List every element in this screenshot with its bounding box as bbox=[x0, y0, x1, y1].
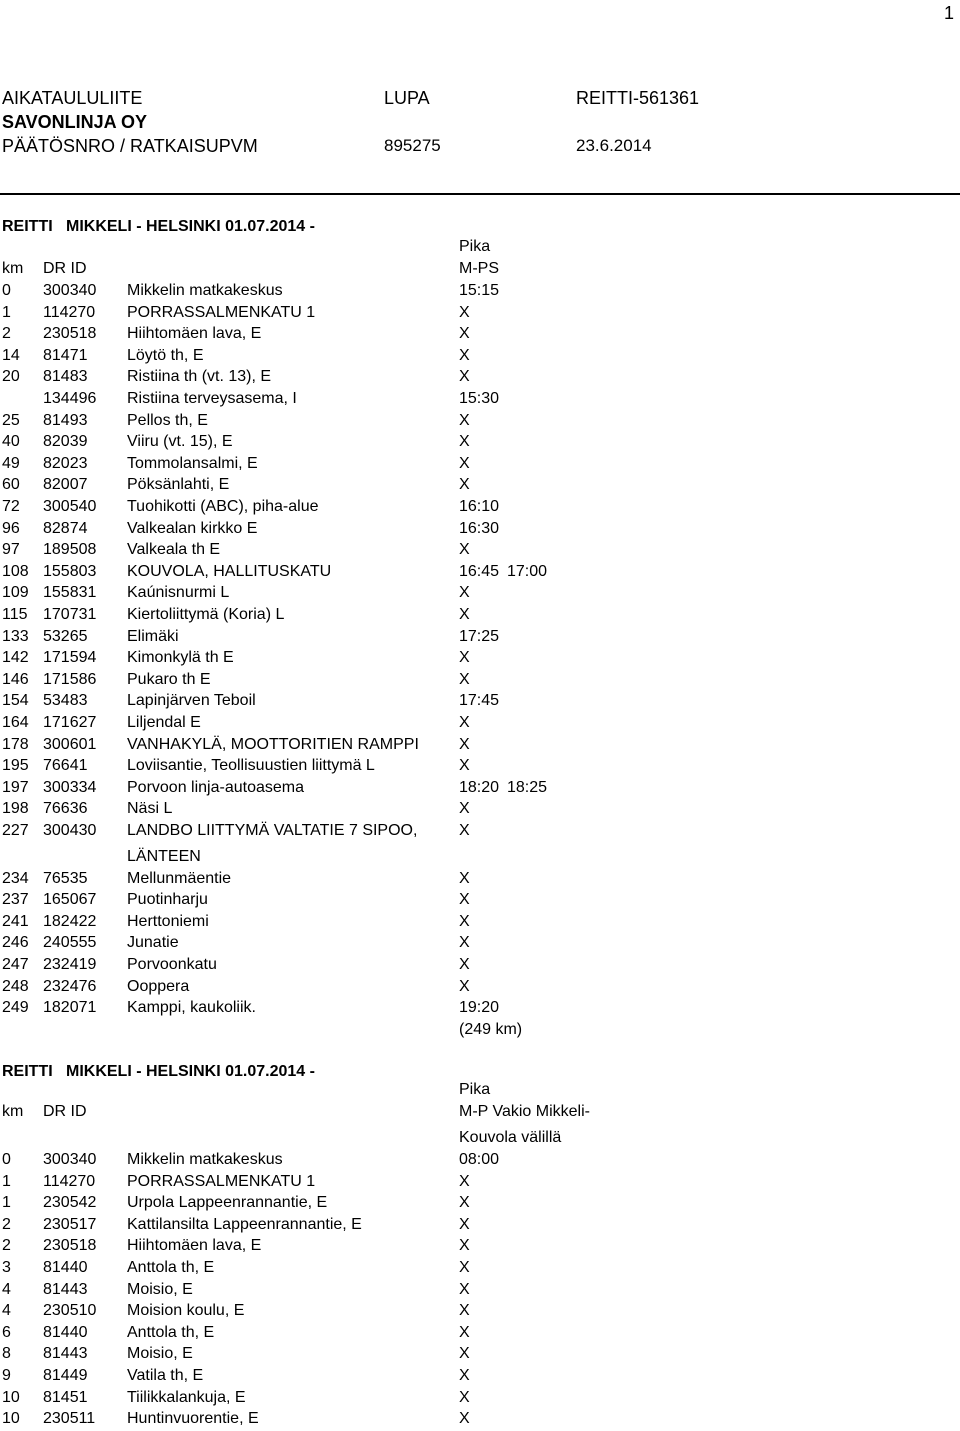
dr-id-cell: 53483 bbox=[43, 692, 88, 709]
timetable-row bbox=[0, 303, 960, 325]
km-cell: 96 bbox=[2, 520, 20, 537]
time-cell: 18:20 bbox=[459, 779, 500, 796]
time-cell: X bbox=[459, 347, 470, 364]
km-cell: 234 bbox=[2, 870, 29, 887]
time2-cell: 17:00 bbox=[507, 563, 548, 580]
timetable-row bbox=[0, 821, 960, 843]
time-cell: X bbox=[459, 325, 470, 342]
timetable-row bbox=[0, 670, 960, 692]
km-cell: 10 bbox=[2, 1389, 20, 1406]
decision-date: 23.6.2014 bbox=[576, 136, 652, 155]
stop-name-cell: LANDBO LIITTYMÄ VALTATIE 7 SIPOO, bbox=[127, 822, 418, 839]
timetable-row bbox=[0, 1366, 960, 1388]
stop-name-cell: PORRASSALMENKATU 1 bbox=[127, 304, 316, 321]
time-cell: X bbox=[459, 606, 470, 623]
stop-name-cell: PORRASSALMENKATU 1 bbox=[127, 1173, 316, 1190]
timetable-row bbox=[0, 713, 960, 735]
time-cell: 17:25 bbox=[459, 628, 500, 645]
time-cell: X bbox=[459, 1345, 470, 1362]
permit-label: LUPA bbox=[384, 88, 430, 108]
stop-name-cell: Lapinjärven Teboil bbox=[127, 692, 256, 709]
timetable-row bbox=[0, 998, 960, 1020]
dr-id-cell: 82874 bbox=[43, 520, 88, 537]
dr-id-cell: 155803 bbox=[43, 563, 97, 580]
timetable-row bbox=[0, 627, 960, 649]
stop-name-cell: Hiihtomäen lava, E bbox=[127, 1237, 262, 1254]
km-cell: 146 bbox=[2, 671, 29, 688]
timetable-row bbox=[0, 324, 960, 346]
km-cell: 227 bbox=[2, 822, 29, 839]
column-type-line2: M-P Vakio Mikkeli- bbox=[459, 1103, 590, 1120]
dr-id-cell: 189508 bbox=[43, 541, 97, 558]
timetable-row bbox=[0, 540, 960, 562]
stop-name-cell: Liljendal E bbox=[127, 714, 201, 731]
stop-name-cell: Kaúnisnurmi L bbox=[127, 584, 230, 601]
stop-name-cell: VANHAKYLÄ, MOOTTORITIEN RAMPPI bbox=[127, 736, 419, 753]
km-cell: 1 bbox=[2, 304, 11, 321]
stop-name-cell: Pellos th, E bbox=[127, 412, 208, 429]
stop-name-cell: Tommolansalmi, E bbox=[127, 455, 258, 472]
timetable-row bbox=[0, 1193, 960, 1215]
column-type-line3: Kouvola välillä bbox=[459, 1129, 562, 1146]
stop-name-cell: Ooppera bbox=[127, 978, 190, 995]
stop-name-cell: Kiertoliittymä (Koria) L bbox=[127, 606, 285, 623]
time-cell: X bbox=[459, 934, 470, 951]
km-cell: 249 bbox=[2, 999, 29, 1016]
time-cell: 17:45 bbox=[459, 692, 500, 709]
timetable-row bbox=[0, 1236, 960, 1258]
dr-id-cell: 134496 bbox=[43, 390, 97, 407]
time-cell: X bbox=[459, 671, 470, 688]
km-cell: 109 bbox=[2, 584, 29, 601]
km-cell: 247 bbox=[2, 956, 29, 973]
timetable-row bbox=[0, 1409, 960, 1431]
time-cell: X bbox=[459, 714, 470, 731]
stop-name-cell: Viiru (vt. 15), E bbox=[127, 433, 233, 450]
stop-name-cell: Anttola th, E bbox=[127, 1324, 215, 1341]
dr-id-cell: 230542 bbox=[43, 1194, 97, 1211]
column-dr-id: DR ID bbox=[43, 1103, 87, 1120]
dr-id-cell: 155831 bbox=[43, 584, 97, 601]
stop-name-cell: Valkealan kirkko E bbox=[127, 520, 258, 537]
timetable-row bbox=[0, 799, 960, 821]
stop-name-cell: KOUVOLA, HALLITUSKATU bbox=[127, 563, 332, 580]
stop-name-cell: Pukaro th E bbox=[127, 671, 211, 688]
timetable-row bbox=[0, 1150, 960, 1172]
dr-id-cell: 76641 bbox=[43, 757, 88, 774]
dr-id-cell: 81471 bbox=[43, 347, 88, 364]
dr-id-cell: 230517 bbox=[43, 1216, 97, 1233]
km-cell: 2 bbox=[2, 1237, 11, 1254]
stop-name-cell: Moisio, E bbox=[127, 1281, 193, 1298]
stop-name-cell: Löytö th, E bbox=[127, 347, 204, 364]
km-cell: 3 bbox=[2, 1259, 11, 1276]
dr-id-cell: 182071 bbox=[43, 999, 97, 1016]
time-cell: 16:45 bbox=[459, 563, 500, 580]
timetable-row bbox=[0, 1280, 960, 1302]
stop-name-cell: Moision koulu, E bbox=[127, 1302, 245, 1319]
timetable-row bbox=[0, 977, 960, 999]
time-cell: X bbox=[459, 1324, 470, 1341]
time-cell: 08:00 bbox=[459, 1151, 500, 1168]
time-cell: X bbox=[459, 1173, 470, 1190]
time-cell: X bbox=[459, 757, 470, 774]
dr-id-cell: 81493 bbox=[43, 412, 88, 429]
timetable-row bbox=[0, 519, 960, 541]
km-cell: 40 bbox=[2, 433, 20, 450]
dr-id-cell: 114270 bbox=[43, 1173, 96, 1190]
km-cell: 10 bbox=[2, 1410, 20, 1427]
km-cell: 241 bbox=[2, 913, 29, 930]
stop-name-cell: Kattilansilta Lappeenrannantie, E bbox=[127, 1216, 362, 1233]
km-cell: 0 bbox=[2, 282, 11, 299]
time-cell: X bbox=[459, 870, 470, 887]
header-divider bbox=[0, 193, 960, 195]
timetable-row bbox=[0, 1215, 960, 1237]
dr-id-cell: 114270 bbox=[43, 304, 96, 321]
time2-cell: 18:25 bbox=[507, 779, 548, 796]
km-cell: 72 bbox=[2, 498, 20, 515]
time-cell: 16:30 bbox=[459, 520, 500, 537]
km-cell: 195 bbox=[2, 757, 29, 774]
km-cell: 1 bbox=[2, 1173, 11, 1190]
timetable-row bbox=[0, 583, 960, 605]
time-cell: X bbox=[459, 368, 470, 385]
stop-name-cell: Tiilikkalankuja, E bbox=[127, 1389, 246, 1406]
dr-id-cell: 232419 bbox=[43, 956, 97, 973]
decision-number: 895275 bbox=[384, 136, 441, 155]
dr-id-cell: 81443 bbox=[43, 1345, 88, 1362]
km-cell: 248 bbox=[2, 978, 29, 995]
timetable-row bbox=[0, 367, 960, 389]
dr-id-cell: 81440 bbox=[43, 1259, 88, 1276]
time-cell: X bbox=[459, 891, 470, 908]
timetable-row bbox=[0, 605, 960, 627]
km-cell: 8 bbox=[2, 1345, 11, 1362]
stop-name-cell: Pöksänlahti, E bbox=[127, 476, 230, 493]
km-cell: 142 bbox=[2, 649, 29, 666]
stop-name-cell: Kimonkylä th E bbox=[127, 649, 234, 666]
time-cell: X bbox=[459, 455, 470, 472]
column-type-line1: Pika bbox=[459, 1081, 491, 1098]
dr-id-cell: 300601 bbox=[43, 736, 97, 753]
timetable-row bbox=[0, 1323, 960, 1345]
timetable-row bbox=[0, 1388, 960, 1410]
route-id: REITTI-561361 bbox=[576, 88, 700, 108]
timetable-row bbox=[0, 1258, 960, 1280]
stop-name-cell: Tuohikotti (ABC), piha-alue bbox=[127, 498, 319, 515]
dr-id-cell: 171594 bbox=[43, 649, 97, 666]
column-type-line2: M-PS bbox=[459, 260, 499, 277]
dr-id-cell: 300340 bbox=[43, 1151, 97, 1168]
dr-id-cell: 81443 bbox=[43, 1281, 88, 1298]
time-cell: X bbox=[459, 476, 470, 493]
km-cell: 1 bbox=[2, 1194, 11, 1211]
dr-id-cell: 81440 bbox=[43, 1324, 88, 1341]
dr-id-cell: 300334 bbox=[43, 779, 97, 796]
timetable-row bbox=[0, 756, 960, 778]
timetable-row bbox=[0, 912, 960, 934]
stop-name-cell: Ristiina terveysasema, I bbox=[127, 390, 297, 407]
time-cell: X bbox=[459, 736, 470, 753]
decision-label: PÄÄTÖSNRO / RATKAISUPVM bbox=[2, 136, 258, 156]
stop-name-cell: Vatila th, E bbox=[127, 1367, 204, 1384]
km-cell: 14 bbox=[2, 347, 20, 364]
km-cell: 20 bbox=[2, 368, 20, 385]
timetable-row bbox=[0, 869, 960, 891]
time-cell: X bbox=[459, 978, 470, 995]
time-cell: X bbox=[459, 1410, 470, 1427]
km-cell: 49 bbox=[2, 455, 20, 472]
dr-id-cell: 240555 bbox=[43, 934, 97, 951]
timetable-row bbox=[0, 562, 960, 584]
dr-id-cell: 230510 bbox=[43, 1302, 97, 1319]
time-note: (249 km) bbox=[459, 1021, 523, 1038]
time-cell: 16:10 bbox=[459, 498, 500, 515]
km-cell: 133 bbox=[2, 628, 29, 645]
stop-name-cell: Puotinharju bbox=[127, 891, 208, 908]
stop-name-cell: Hiihtomäen lava, E bbox=[127, 325, 262, 342]
stop-name-cell: Moisio, E bbox=[127, 1345, 193, 1362]
timetable-row bbox=[0, 955, 960, 977]
time-cell: X bbox=[459, 1281, 470, 1298]
km-cell: 115 bbox=[2, 606, 28, 623]
dr-id-cell: 300540 bbox=[43, 498, 97, 515]
dr-id-cell: 230518 bbox=[43, 1237, 97, 1254]
stop-name-cell: Junatie bbox=[127, 934, 179, 951]
time-cell: 19:20 bbox=[459, 999, 500, 1016]
route-title: REITTI MIKKELI - HELSINKI 01.07.2014 - bbox=[2, 218, 315, 235]
stop-name-cell: Valkeala th E bbox=[127, 541, 221, 558]
timetable-row bbox=[0, 475, 960, 497]
timetable-row bbox=[0, 691, 960, 713]
timetable-row bbox=[0, 1172, 960, 1194]
timetable-row bbox=[0, 1301, 960, 1323]
timetable-row bbox=[0, 389, 960, 411]
stop-name-cell: Herttoniemi bbox=[127, 913, 209, 930]
dr-id-cell: 81483 bbox=[43, 368, 88, 385]
km-cell: 197 bbox=[2, 779, 29, 796]
stop-name-cell: Anttola th, E bbox=[127, 1259, 215, 1276]
km-cell: 97 bbox=[2, 541, 20, 558]
dr-id-cell: 300340 bbox=[43, 282, 97, 299]
time-cell: X bbox=[459, 433, 470, 450]
time-cell: 15:30 bbox=[459, 390, 500, 407]
km-cell: 9 bbox=[2, 1367, 11, 1384]
dr-id-cell: 53265 bbox=[43, 628, 88, 645]
dr-id-cell: 165067 bbox=[43, 891, 97, 908]
stop-name-cell: Porvoonkatu bbox=[127, 956, 217, 973]
time-cell: X bbox=[459, 1237, 470, 1254]
time-cell: X bbox=[459, 1259, 470, 1276]
dr-id-cell: 82023 bbox=[43, 455, 88, 472]
stop-name-cell: Elimäki bbox=[127, 628, 179, 645]
km-cell: 60 bbox=[2, 476, 20, 493]
dr-id-cell: 232476 bbox=[43, 978, 97, 995]
km-cell: 198 bbox=[2, 800, 29, 817]
km-cell: 4 bbox=[2, 1281, 11, 1298]
time-cell: X bbox=[459, 822, 470, 839]
km-cell: 6 bbox=[2, 1324, 11, 1341]
time-cell: X bbox=[459, 1302, 470, 1319]
stop-name-cell: Näsi L bbox=[127, 800, 173, 817]
stop-name-cell: Mikkelin matkakeskus bbox=[127, 282, 283, 299]
stop-name-cell: Porvoon linja-autoasema bbox=[127, 779, 304, 796]
stop-name-cell: Kamppi, kaukoliik. bbox=[127, 999, 256, 1016]
km-cell: 2 bbox=[2, 1216, 11, 1233]
column-km: km bbox=[2, 260, 24, 277]
column-dr-id: DR ID bbox=[43, 260, 87, 277]
km-cell: 0 bbox=[2, 1151, 11, 1168]
stop-name-cell: Mellunmäentie bbox=[127, 870, 232, 887]
timetable-row bbox=[0, 411, 960, 433]
time-cell: X bbox=[459, 1216, 470, 1233]
dr-id-cell: 182422 bbox=[43, 913, 97, 930]
time-cell: X bbox=[459, 913, 470, 930]
dr-id-cell: 171627 bbox=[43, 714, 97, 731]
time-cell: X bbox=[459, 541, 470, 558]
time-cell: X bbox=[459, 1367, 470, 1384]
timetable-row bbox=[0, 890, 960, 912]
dr-id-cell: 170731 bbox=[43, 606, 97, 623]
timetable-row bbox=[0, 933, 960, 955]
timetable-row bbox=[0, 1344, 960, 1366]
stop-name-cell: Loviisantie, Teollisuustien liittymä L bbox=[127, 757, 375, 774]
page-number: 1 bbox=[943, 3, 954, 23]
stop-name-continuation: LÄNTEEN bbox=[127, 848, 201, 865]
column-type-line1: Pika bbox=[459, 238, 491, 255]
time-cell: X bbox=[459, 800, 470, 817]
time-cell: X bbox=[459, 1194, 470, 1211]
dr-id-cell: 81451 bbox=[43, 1389, 88, 1406]
dr-id-cell: 300430 bbox=[43, 822, 97, 839]
dr-id-cell: 82039 bbox=[43, 433, 88, 450]
stop-name-cell: Huntinvuorentie, E bbox=[127, 1410, 259, 1427]
timetable-row bbox=[0, 281, 960, 303]
km-cell: 237 bbox=[2, 891, 29, 908]
km-cell: 108 bbox=[2, 563, 29, 580]
km-cell: 4 bbox=[2, 1302, 11, 1319]
time-cell: X bbox=[459, 1389, 470, 1406]
stop-name-cell: Ristiina th (vt. 13), E bbox=[127, 368, 272, 385]
dr-id-cell: 76636 bbox=[43, 800, 88, 817]
dr-id-cell: 230511 bbox=[43, 1410, 96, 1427]
km-cell: 25 bbox=[2, 412, 20, 429]
km-cell: 178 bbox=[2, 736, 29, 753]
document-title: AIKATAULULIITE bbox=[2, 88, 143, 108]
dr-id-cell: 171586 bbox=[43, 671, 97, 688]
dr-id-cell: 81449 bbox=[43, 1367, 88, 1384]
stop-name-cell: Urpola Lappeenrannantie, E bbox=[127, 1194, 328, 1211]
time-cell: X bbox=[459, 304, 470, 321]
stop-name-cell: Mikkelin matkakeskus bbox=[127, 1151, 283, 1168]
km-cell: 164 bbox=[2, 714, 29, 731]
company-name: SAVONLINJA OY bbox=[2, 112, 148, 132]
time-cell: X bbox=[459, 584, 470, 601]
timetable-row bbox=[0, 735, 960, 757]
timetable-row bbox=[0, 778, 960, 800]
timetable-row bbox=[0, 346, 960, 368]
route-title: REITTI MIKKELI - HELSINKI 01.07.2014 - bbox=[2, 1063, 315, 1080]
time-cell: X bbox=[459, 412, 470, 429]
dr-id-cell: 230518 bbox=[43, 325, 97, 342]
km-cell: 2 bbox=[2, 325, 11, 342]
column-km: km bbox=[2, 1103, 24, 1120]
dr-id-cell: 82007 bbox=[43, 476, 88, 493]
timetable-row bbox=[0, 497, 960, 519]
time-cell: X bbox=[459, 956, 470, 973]
timetable-row bbox=[0, 454, 960, 476]
time-cell: X bbox=[459, 649, 470, 666]
timetable-row bbox=[0, 648, 960, 670]
km-cell: 246 bbox=[2, 934, 29, 951]
km-cell: 154 bbox=[2, 692, 29, 709]
time-cell: 15:15 bbox=[459, 282, 500, 299]
dr-id-cell: 76535 bbox=[43, 870, 88, 887]
timetable-row bbox=[0, 432, 960, 454]
